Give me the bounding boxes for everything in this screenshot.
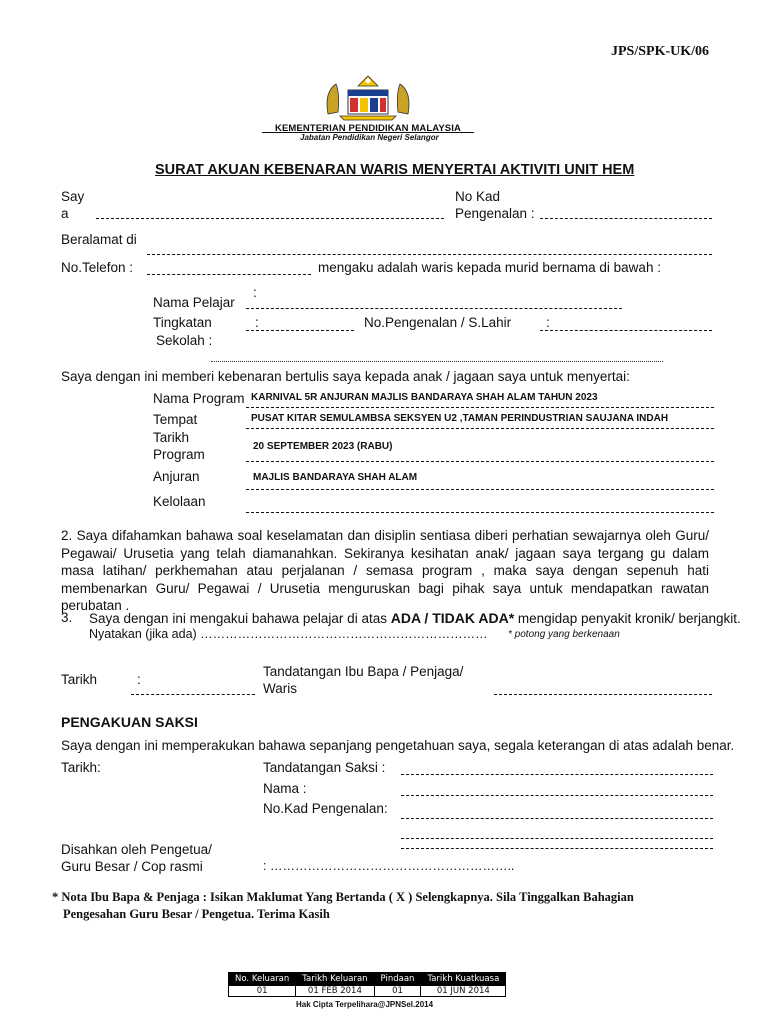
kelolaan-label: Kelolaan <box>153 494 206 509</box>
para3-text-a: Saya dengan ini mengakui bahawa pelajar di atas <box>89 611 387 626</box>
nopengenalan-colon: : <box>546 315 550 330</box>
tarikh-program-value: 20 SEPTEMBER 2023 (RABU) <box>253 441 393 452</box>
ministry-crest-logo <box>318 72 418 122</box>
saksi-nama-label: Nama : <box>263 781 307 796</box>
disahkan-field[interactable] <box>401 848 713 849</box>
mengaku-text: mengaku adalah waris kepada murid bernama di bawah : <box>318 260 661 275</box>
nota-line2: Pengesahan Guru Besar / Pengetua. Terima Kasih <box>63 907 330 921</box>
form-title: SURAT AKUAN KEBENARAN WARIS MENYERTAI AKTIVITI UNIT HEM <box>155 162 635 178</box>
nama-program-label: Nama Program <box>153 391 245 406</box>
saksi-extra-field[interactable] <box>401 838 713 839</box>
nokad-label-line1: No Kad <box>455 189 501 204</box>
nama-pelajar-colon: : <box>253 285 257 300</box>
para3-number: 3. <box>61 610 73 625</box>
telefon-field[interactable] <box>147 274 311 275</box>
nota-line1: * Nota Ibu Bapa & Penjaga : Isikan Maklumat Yang Bertanda ( X ) Selengkapnya. Sila Tinggalkan Bahagian <box>52 890 634 904</box>
tandatangan-waris-field[interactable] <box>494 694 712 695</box>
anjuran-field[interactable] <box>246 489 714 490</box>
revision-header-cell: Tarikh Kuatkuasa <box>421 973 506 986</box>
para3-text <box>89 610 741 626</box>
nokad-label-line2: Pengenalan : <box>455 206 535 221</box>
tandatangan-saksi-field[interactable] <box>401 774 713 775</box>
saksi-tarikh-label: Tarikh: <box>61 760 101 775</box>
cop-rasmi-field[interactable]: : ………………………………………………….. <box>263 859 515 873</box>
saksi-text: Saya dengan ini memperakukan bahawa sepanjang pengetahuan saya, segala keterangan di atas adalah benar. <box>61 738 735 753</box>
revision-table <box>228 972 506 997</box>
tempat-value: PUSAT KITAR SEMULAMBSA SEKSYEN U2 ,TAMAN PERINDUSTRIAN SAUJANA INDAH <box>251 413 669 424</box>
anjuran-value: MAJLIS BANDARAYA SHAH ALAM <box>253 472 418 483</box>
sekolah-label: Sekolah : <box>156 333 213 348</box>
tarikh-program-label-line2: Program <box>153 447 205 462</box>
tandatangan-saksi-label: Tandatangan Saksi : <box>263 760 386 775</box>
address-field[interactable] <box>147 254 712 255</box>
saksi-nokad-field[interactable] <box>401 818 713 819</box>
sign-tarikh-colon: : <box>137 672 141 687</box>
potong-note: * potong yang berkenaan <box>508 629 620 640</box>
beralamat-label: Beralamat di <box>61 232 137 247</box>
saksi-nama-field[interactable] <box>401 795 713 796</box>
saya-field[interactable] <box>96 218 444 219</box>
disahkan-label-line2: Guru Besar / Cop rasmi <box>61 859 203 874</box>
ada-tidak-ada: ADA / TIDAK ADA* <box>390 610 515 626</box>
revision-value-cell: 01 FEB 2014 <box>296 986 374 997</box>
kebenaran-text: Saya dengan ini memberi kebenaran bertulis saya kepada anak / jagaan saya untuk menyertai: <box>61 369 630 384</box>
nama-pelajar-field[interactable] <box>246 308 622 309</box>
nokad-field[interactable] <box>540 218 712 219</box>
revision-value-cell: 01 <box>374 986 421 997</box>
tandatangan-waris-label-line2: Waris <box>263 681 297 696</box>
nama-program-value: KARNIVAL 5R ANJURAN MAJLIS BANDARAYA SHAH ALAM TAHUN 2023 <box>251 392 598 403</box>
saksi-heading: PENGAKUAN SAKSI <box>61 714 198 730</box>
nyatakan-field[interactable]: Nyatakan (jika ada) …………………………………………………………… <box>89 627 488 641</box>
sign-tarikh-label: Tarikh <box>61 672 98 687</box>
document-code: JPS/SPK-UK/06 <box>611 44 710 59</box>
revision-header-cell: Pindaan <box>374 973 421 986</box>
revision-value-cell: 01 JUN 2014 <box>421 986 506 997</box>
nopengenalan-label: No.Pengenalan / S.Lahir <box>364 315 512 330</box>
sekolah-field[interactable] <box>211 361 663 362</box>
revision-header-cell: No. Keluaran <box>229 973 296 986</box>
ministry-name: KEMENTERIAN PENDIDIKAN MALAYSIA <box>275 123 461 134</box>
revision-table-header <box>229 973 506 986</box>
anjuran-label: Anjuran <box>153 469 200 484</box>
revision-table-row <box>229 986 506 997</box>
tarikh-program-label-line1: Tarikh <box>153 430 190 445</box>
tempat-label: Tempat <box>153 412 198 427</box>
nopengenalan-field[interactable] <box>540 330 712 331</box>
revision-header-cell: Tarikh Keluaran <box>296 973 374 986</box>
saya-label-line2: a <box>61 206 69 221</box>
nama-program-field[interactable] <box>246 407 714 408</box>
copyright: Hak Cipta Terpelihara@JPNSel.2014 <box>296 1000 434 1009</box>
nama-pelajar-label: Nama Pelajar <box>153 295 235 310</box>
sign-tarikh-field[interactable] <box>131 694 255 695</box>
kelolaan-field[interactable] <box>246 512 714 513</box>
saya-label-line1: Say <box>61 189 85 204</box>
paragraph-2: 2. Saya difahamkan bahawa soal keselamatan dan disiplin sentiasa diberi perhatian sewajarnya oleh Guru/ Pegawai/ Urusetia yang telah diamanahkan. Sekiranya kesihatan anak/ jagaan saya tergang gu dalam masa latihan/ perkhemahan atau perjalanan / semasa program , maka saya dengan sepenuh hati membenarkan Guru/ Pegawai / Urusetia menguruskan bagi pihak saya untuk mendapatkan rawatan perubatan . <box>61 528 709 613</box>
tempat-field[interactable] <box>246 428 714 429</box>
revision-value-cell: 01 <box>229 986 296 997</box>
para3-text-b: mengidap penyakit kronik/ berjangkit. <box>517 611 741 626</box>
tingkatan-label: Tingkatan <box>153 315 212 330</box>
department-name: Jabatan Pendidikan Negeri Selangor <box>300 133 439 142</box>
tingkatan-colon: : <box>255 315 259 330</box>
tingkatan-field[interactable] <box>246 330 354 331</box>
tandatangan-waris-label-line1: Tandatangan Ibu Bapa / Penjaga/ <box>263 664 464 679</box>
disahkan-label-line1: Disahkan oleh Pengetua/ <box>61 842 212 857</box>
tarikh-program-field[interactable] <box>246 461 714 462</box>
telefon-label: No.Telefon : <box>61 260 134 275</box>
saksi-nokad-label: No.Kad Pengenalan: <box>263 801 388 816</box>
